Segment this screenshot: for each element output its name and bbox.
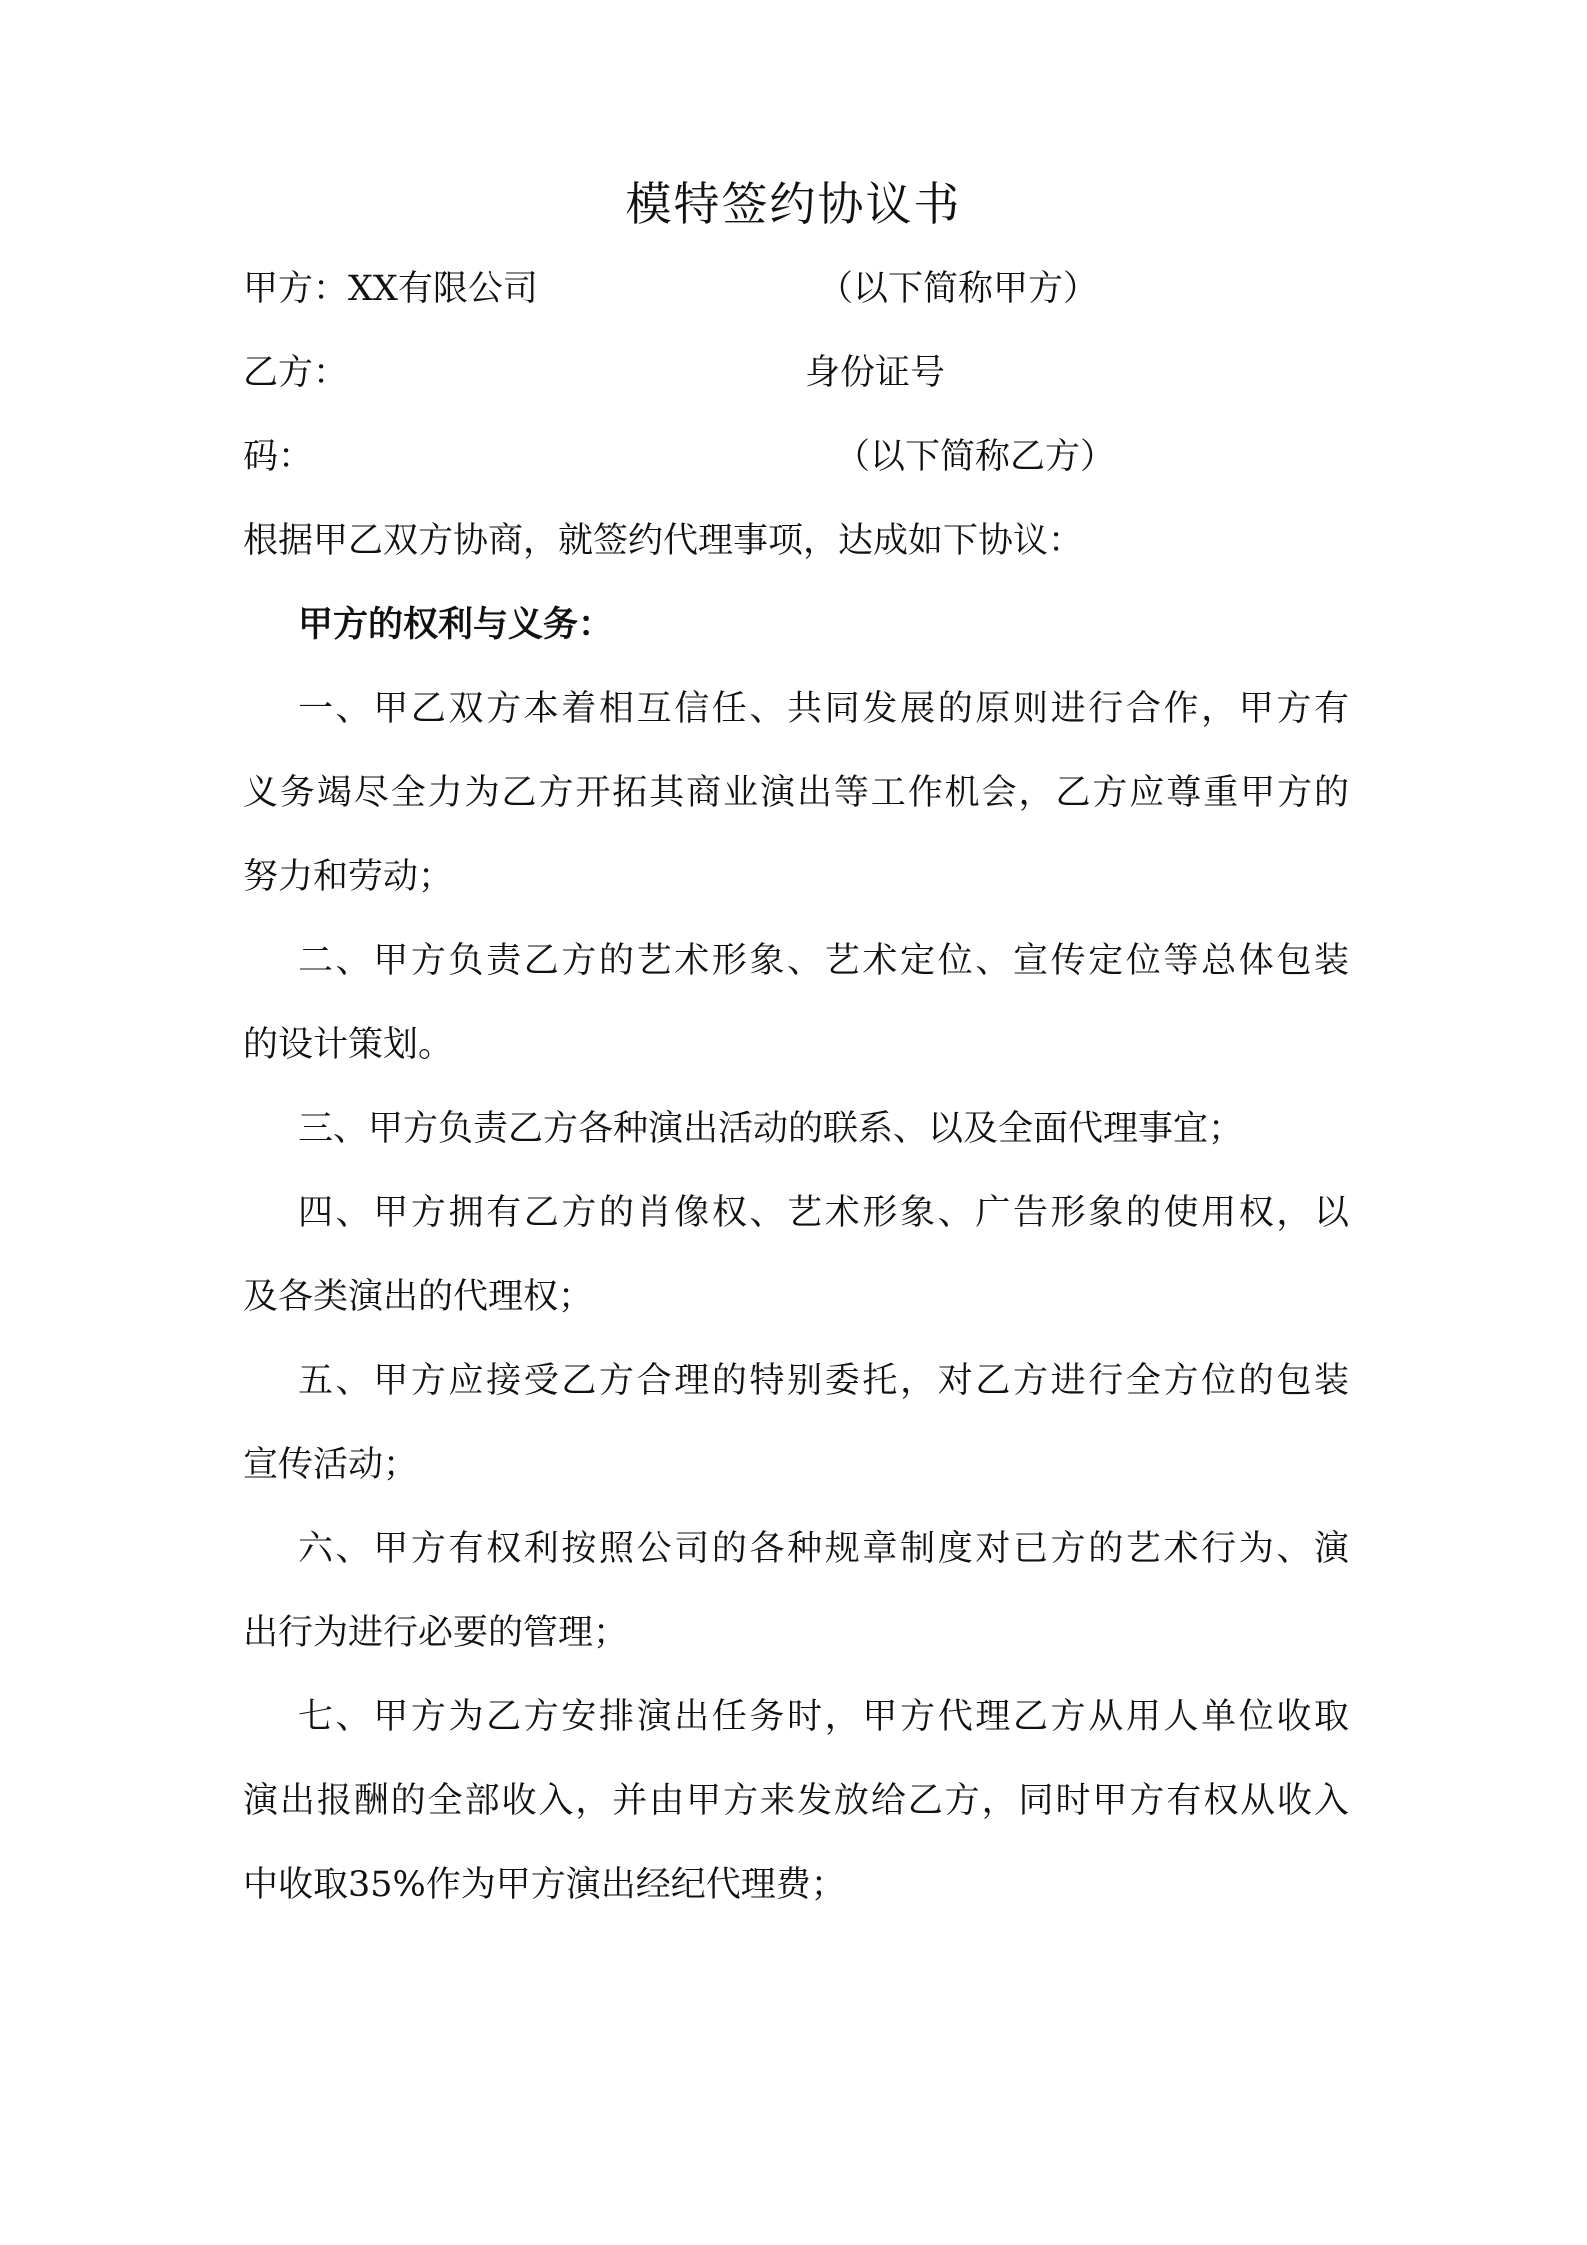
clause-1-line-1: 一、甲乙双方本着相互信任、共同发展的原则进行合作，甲方有 [298, 689, 1349, 729]
party-b-note: （以下简称乙方） [835, 437, 1116, 477]
clause-2-line-2: 的设计策划。 [243, 1025, 454, 1065]
intro-paragraph: 根据甲乙双方协商，就签约代理事项，达成如下协议： [243, 521, 1084, 561]
document-title: 模特签约协议书 [625, 177, 962, 231]
party-b-id-label: 身份证号 [805, 353, 946, 393]
clause-4-line-2: 及各类演出的代理权； [243, 1277, 594, 1317]
clause-7-line-1: 七、甲方为乙方安排演出任务时，甲方代理乙方从用人单位收取 [298, 1697, 1349, 1737]
clause-5-line-2: 宣传活动； [243, 1445, 419, 1485]
clause-5-line-1: 五、甲方应接受乙方合理的特别委托，对乙方进行全方位的包装 [298, 1361, 1349, 1401]
clause-2-line-1: 二、甲方负责乙方的艺术形象、艺术定位、宣传定位等总体包装 [298, 941, 1349, 981]
clause-1-line-2: 义务竭尽全力为乙方开拓其商业演出等工作机会，乙方应尊重甲方的 [243, 773, 1349, 813]
party-b-id-label-cont: 码： [243, 437, 314, 477]
section-heading: 甲方的权利与义务： [298, 604, 614, 645]
clause-7-line-3: 中收取35%作为甲方演出经纪代理费； [243, 1865, 846, 1905]
clause-3-line-1: 三、甲方负责乙方各种演出活动的联系、以及全面代理事宜； [298, 1109, 1244, 1149]
party-a-label: 甲方：XX有限公司 [243, 269, 538, 309]
clause-6-line-2: 出行为进行必要的管理； [243, 1613, 629, 1653]
clause-1-line-3: 努力和劳动； [243, 857, 454, 897]
party-b-label: 乙方： [243, 353, 349, 393]
clause-7-line-2: 演出报酬的全部收入，并由甲方来发放给乙方，同时甲方有权从收入 [243, 1781, 1349, 1821]
clause-4-line-1: 四、甲方拥有乙方的肖像权、艺术形象、广告形象的使用权，以 [298, 1193, 1349, 1233]
party-a-note: （以下简称甲方） [818, 269, 1099, 309]
clause-6-line-1: 六、甲方有权利按照公司的各种规章制度对已方的艺术行为、演 [298, 1529, 1349, 1569]
